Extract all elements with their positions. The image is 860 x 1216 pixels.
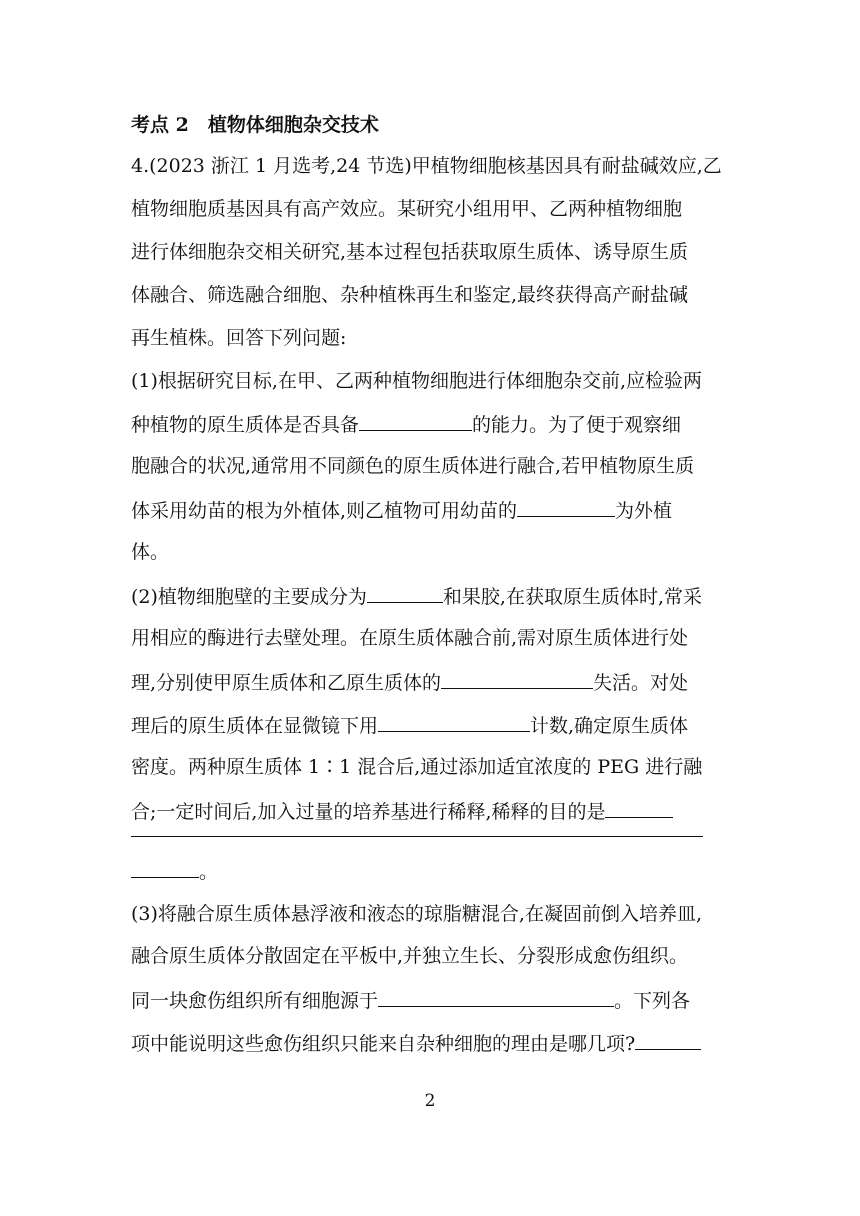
part2-text: 理,分别使甲原生质体和乙原生质体的: [131, 672, 442, 694]
part3-text: 同一块愈伤组织所有细胞源于: [131, 990, 379, 1012]
part1-line: 体。: [131, 541, 170, 563]
part3-text: 项中能说明这些愈伤组织只能来自杂种细胞的理由是哪几项?: [131, 1033, 636, 1055]
part2-line: [131, 858, 741, 884]
answer-blank[interactable]: [605, 798, 673, 818]
part1-text: 体采用幼苗的根为外植体,则乙植物可用幼苗的: [131, 500, 518, 522]
answer-blank[interactable]: [378, 712, 530, 732]
part3-line: [131, 987, 741, 1013]
part3-line: 融合原生质体分散固定在平板中,并独立生长、分裂形成愈伤组织。: [131, 945, 689, 967]
part2-text: 。: [199, 861, 219, 883]
question-intro-line: 体融合、筛选融合细胞、杂种植株再生和鉴定,最终获得高产耐盐碱: [131, 284, 689, 306]
part3-line: [131, 1030, 741, 1056]
answer-blank[interactable]: [367, 583, 443, 603]
part2-line: [131, 669, 741, 695]
part1-line: [131, 411, 741, 437]
answer-blank[interactable]: [359, 411, 472, 431]
part1-text: 的能力。为了便于观察细: [472, 414, 682, 436]
question-intro-line: 再生植株。回答下列问题:: [131, 327, 347, 349]
part2-line: [131, 583, 741, 609]
part2-text: 计数,确定原生质体: [530, 715, 689, 737]
part2-text: 理后的原生质体在显微镜下用: [131, 715, 379, 737]
part2-text: 失活。对处: [593, 672, 689, 694]
part2-text: 合;一定时间后,加入过量的培养基进行稀释,稀释的目的是: [131, 801, 606, 823]
part3-line: (3)将融合原生质体悬浮液和液态的琼脂糖混合,在凝固前倒入培养皿,: [131, 903, 702, 925]
part2-line: 用相应的酶进行去壁处理。在原生质体融合前,需对原生质体进行处: [131, 627, 689, 649]
page-number: 2: [424, 1091, 436, 1111]
question-intro-line: 植物细胞质基因具有高产效应。某研究小组用甲、乙两种植物细胞: [131, 198, 683, 220]
answer-blank[interactable]: [635, 1030, 701, 1050]
part1-line: [131, 497, 741, 523]
answer-blank[interactable]: [441, 669, 593, 689]
part1-text: 种植物的原生质体是否具备: [131, 414, 360, 436]
answer-blank-full-line[interactable]: [131, 836, 703, 837]
answer-blank[interactable]: [378, 987, 614, 1007]
part1-text: 为外植: [615, 500, 673, 522]
part3-text: 。下列各: [614, 990, 691, 1012]
answer-blank[interactable]: [131, 858, 199, 878]
section-heading: 考点 2 植物体细胞杂交技术: [131, 114, 379, 136]
part2-text: 和果胶,在获取原生质体时,常采: [442, 586, 703, 608]
part1-line: (1)根据研究目标,在甲、乙两种植物细胞进行体细胞杂交前,应检验两: [131, 370, 702, 392]
part2-line: [131, 798, 741, 824]
part2-line: [131, 712, 741, 738]
part2-line: 密度。两种原生质体 1∶1 混合后,通过添加适宜浓度的 PEG 进行融: [131, 756, 703, 778]
question-intro-line: 4.(2023 浙江 1 月选考,24 节选)甲植物细胞核基因具有耐盐碱效应,乙: [131, 155, 722, 177]
part2-text: (2)植物细胞壁的主要成分为: [131, 586, 367, 608]
answer-blank[interactable]: [517, 497, 615, 517]
part1-line: 胞融合的状况,通常用不同颜色的原生质体进行融合,若甲植物原生质: [131, 455, 695, 477]
question-intro-line: 进行体细胞杂交相关研究,基本过程包括获取原生质体、诱导原生质: [131, 241, 689, 263]
